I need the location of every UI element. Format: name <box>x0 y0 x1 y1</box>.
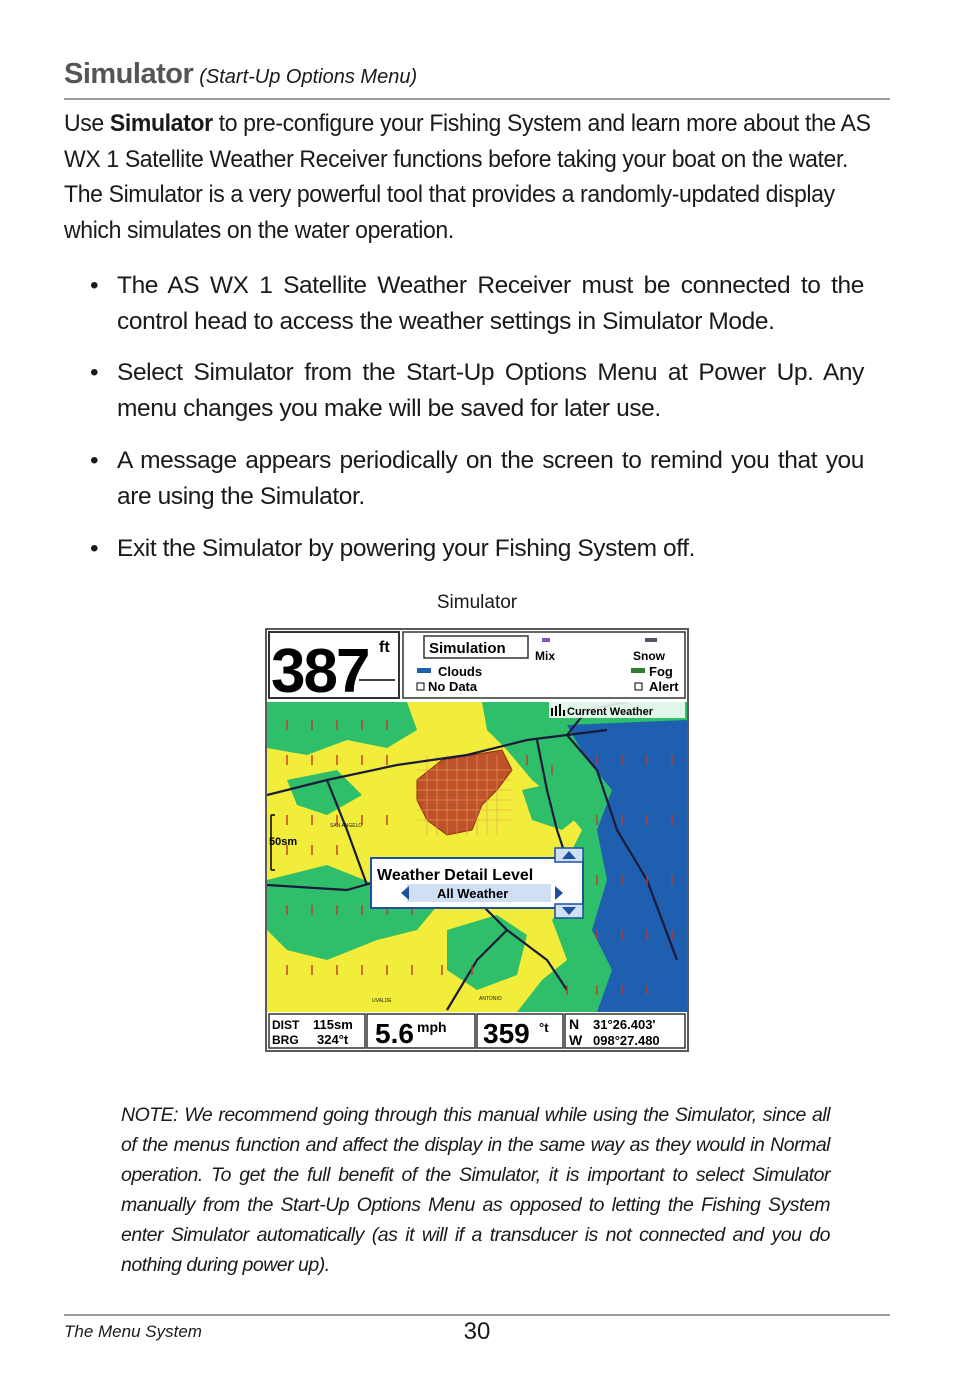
dist-value: 115sm <box>313 1017 353 1032</box>
legend-alert: Alert <box>649 679 679 694</box>
legend-snow: Snow <box>633 649 665 663</box>
latitude-hemisphere: N <box>569 1016 580 1032</box>
bullet-item <box>90 268 864 339</box>
bullet-text: Exit the Simulator by powering your Fishing System off. <box>117 535 696 562</box>
section-subtitle: (Start-Up Options Menu) <box>199 66 418 88</box>
bullet-item <box>90 531 864 567</box>
heading-unit: °t <box>539 1020 549 1035</box>
brg-label: BRG <box>272 1033 299 1047</box>
figure-caption: Simulator <box>436 592 518 613</box>
bullet-text: Select Simulator from the Start-Up Options Menu at Power Up. Any menu changes you make will be saved for later use. <box>117 359 864 422</box>
simulation-mode-label: Simulation <box>429 640 506 657</box>
intro-text: to pre-configure your Fishing System and learn more about the AS WX 1 Satellite Weather Receiver functions before taking your boat on the water. The Simulator is a very powerful tool that provides a randomly-updated display which simulates on the water operation. <box>64 110 871 244</box>
note-label: NOTE: <box>121 1104 179 1126</box>
dialog-value: All Weather <box>437 886 509 901</box>
dist-label: DIST <box>272 1018 300 1032</box>
town-label: UVALDE <box>372 998 392 1004</box>
alert-swatch-icon <box>635 683 642 690</box>
section-title: Simulator <box>64 58 194 90</box>
intro-paragraph <box>64 106 889 248</box>
depth-unit: ft <box>379 639 390 656</box>
clouds-swatch-icon <box>417 668 431 673</box>
longitude-hemisphere: W <box>569 1032 583 1048</box>
note-paragraph <box>121 1100 830 1280</box>
legend-mix: Mix <box>535 649 556 663</box>
town-label: ANTONIO <box>479 996 502 1002</box>
current-weather-label: Current Weather <box>567 706 653 718</box>
speed-unit: mph <box>417 1019 447 1035</box>
bullet-text: The AS WX 1 Satellite Weather Receiver must be connected to the control head to access the weather settings in Simulator Mode. <box>117 272 864 335</box>
town-label: SAN ANGELO <box>330 823 363 829</box>
simulator-screenshot <box>265 628 689 1052</box>
depth-readout: 387 <box>271 637 369 706</box>
bullet-item <box>90 355 864 426</box>
weather-map-display <box>267 630 687 1050</box>
longitude-value: 098°27.480 <box>593 1033 660 1048</box>
speed-value: 5.6 <box>375 1018 414 1049</box>
bullet-marker: • <box>90 535 99 562</box>
legend-fog: Fog <box>649 664 673 679</box>
dialog-title: Weather Detail Level <box>377 867 534 884</box>
page-number: 30 <box>463 1318 491 1345</box>
heading-value: 359 <box>483 1018 530 1049</box>
bullet-marker: • <box>90 359 99 386</box>
bullet-marker: • <box>90 272 99 299</box>
latitude-value: 31°26.403' <box>593 1017 656 1032</box>
bullet-text: A message appears periodically on the screen to remind you that you are using the Simulator. <box>117 447 864 510</box>
no-data-swatch-icon <box>417 683 424 690</box>
fog-swatch-icon <box>631 668 645 673</box>
footer-divider <box>64 1314 890 1316</box>
brg-value: 324°t <box>317 1032 349 1047</box>
bullet-item <box>90 443 864 514</box>
intro-prefix: Use <box>64 110 110 137</box>
legend-no-data: No Data <box>428 679 478 694</box>
legend-clouds: Clouds <box>438 664 483 679</box>
note-text: We recommend going through this manual while using the Simulator, since all of the menus function and affect the display in the same way as they would in Normal operation. To get the full benefit of the Simulator, it is important to select Simulator manually from the Start-Up Options Menu as opposed to letting the Fishing System enter Simulator automatically (as it will if a transducer is not connected and you do nothing during power up). <box>121 1104 830 1276</box>
weather-detail-dialog[interactable] <box>371 848 583 918</box>
top-status-bar <box>267 630 687 706</box>
intro-bold-term: Simulator <box>109 110 213 137</box>
section-heading <box>64 58 890 100</box>
footer-section-name: The Menu System <box>64 1322 202 1341</box>
bottom-status-bar <box>267 1012 687 1050</box>
range-scale-label: 50sm <box>269 836 298 848</box>
bullet-marker: • <box>90 447 99 474</box>
